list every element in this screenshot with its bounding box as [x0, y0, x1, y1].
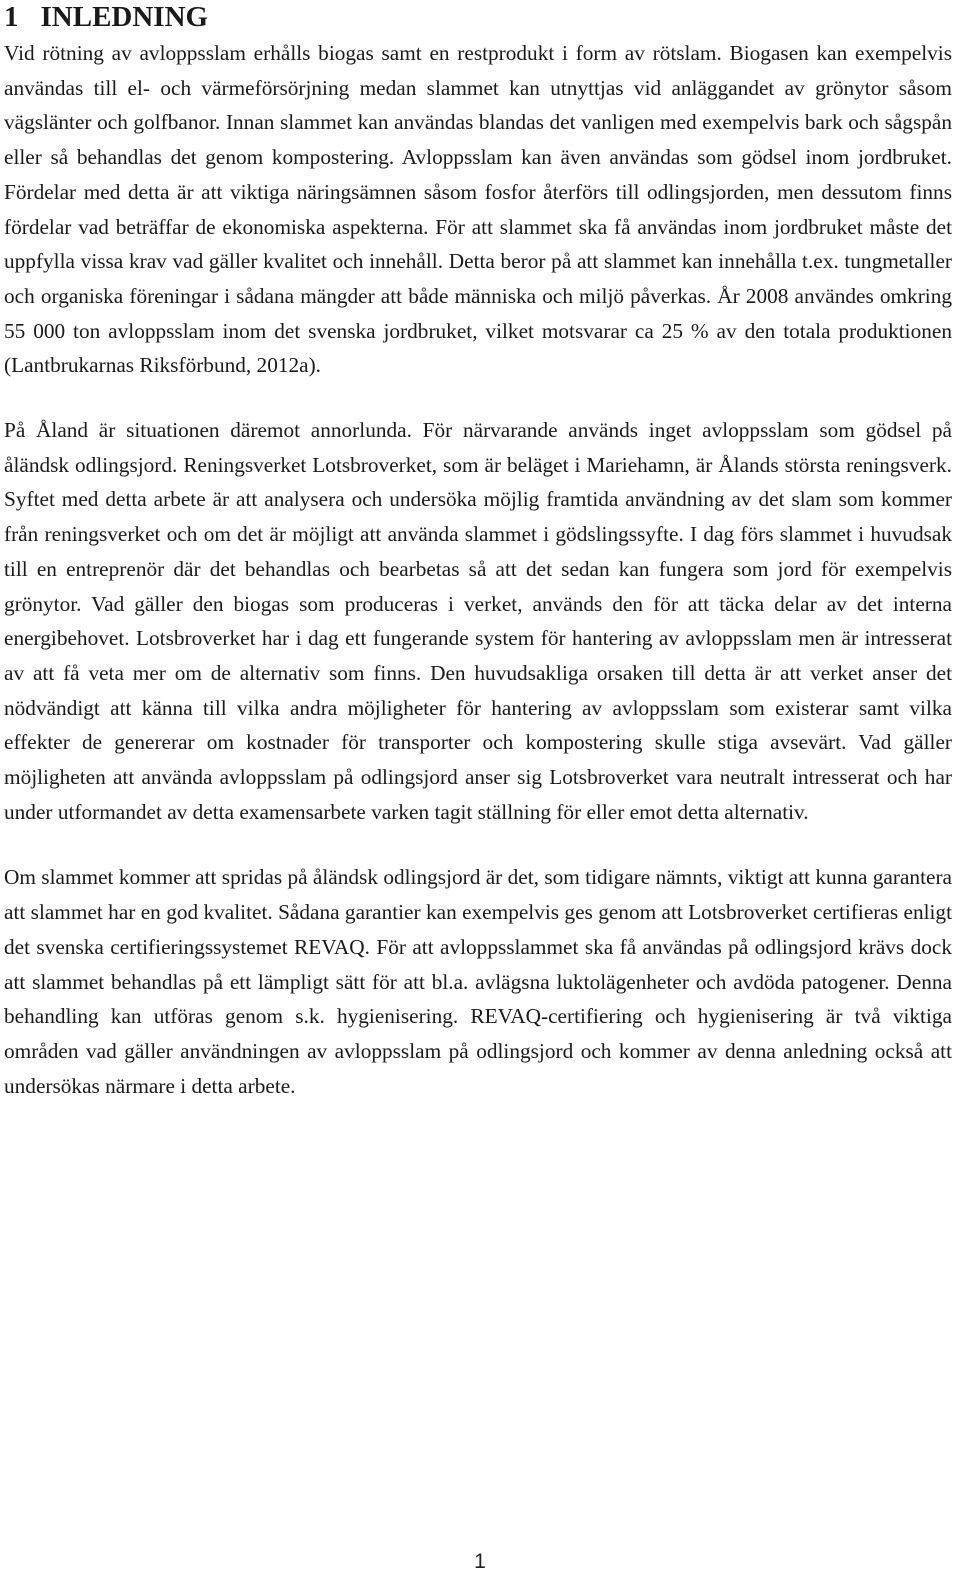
chapter-heading: [4, 0, 952, 34]
paragraph-intro: Vid rötning av avloppsslam erhålls biogas samt en restprodukt i form av rötslam. Biogasen kan exempelvis användas till el- och värmeförsörjning medan slammet kan utnyttjas vid anläggandet av grönytor såsom vägslänter och golfbanor. Innan slammet kan användas blandas det vanligen med exempelvis bark och sågspån eller så behandlas det genom kompostering. Avloppsslam kan även användas som gödsel inom jordbruket. Fördelar med detta är att viktiga näringsämnen såsom fosfor återförs till odlingsjorden, men dessutom finns fördelar vad beträffar de ekonomiska aspekterna. För att slammet ska få användas inom jordbruket måste det uppfylla vissa krav vad gäller kvalitet och innehåll. Detta beror på att slammet kan innehålla t.ex. tungmetaller och organiska föreningar i sådana mängder att både människa och miljö påverkas. År 2008 användes omkring 55 000 ton avloppsslam inom det svenska jordbruket, vilket motsvarar ca 25 % av den totala produktionen (Lantbrukarnas Riksförbund, 2012a).: [4, 41, 952, 378]
chapter-title: INLEDNING: [40, 1, 209, 33]
chapter-number: 1: [4, 1, 19, 33]
paragraph-revaq: Om slammet kommer att spridas på åländsk odlingsjord är det, som tidigare nämnts, viktigt att kunna garantera att slammet har en god kvalitet. Sådana garantier kan exempelvis ges genom att Lotsbroverket certifieras enligt det svenska certifieringssystemet REVAQ. För att avloppsslammet ska få användas på odlingsjord krävs dock att slammet behandlas på ett lämpligt sätt för att bl.a. avlägsna luktolägenheter och avdöda patogener. Denna behandling kan utföras genom s.k. hygienisering. REVAQ-certifiering och hygienisering är två viktiga områden vad gäller användningen av avloppsslam på odlingsjord och kommer av denna anledning också att undersökas närmare i detta arbete.: [4, 865, 952, 1098]
page-number: 1: [474, 1550, 486, 1573]
paragraph-aland: På Åland är situationen däremot annorlunda. För närvarande används inget avloppsslam som gödsel på åländsk odlingsjord. Reningsverket Lotsbroverket, som är beläget i Mariehamn, är Ålands största reningsverk. Syftet med detta arbete är att analysera och undersöka möjlig framtida användning av det slam som kommer från reningsverket och om det är möjligt att använda slammet i gödslingssyfte. I dag förs slammet i huvudsak till en entreprenör där det behandlas och bearbetas så att det sedan kan fungera som jord för exempelvis grönytor. Vad gäller den biogas som produceras i verket, används den för att täcka delar av det interna energibehovet. Lotsbroverket har i dag ett fungerande system för hantering av avloppsslam men är intresserat av att få veta mer om de alternativ som finns. Den huvudsakliga orsaken till detta är att verket anser det nödvändigt att känna till vilka andra möjligheter för hantering av avloppsslam som existerar samt vilka effekter de genererar om kostnader för transporter och kompostering skulle stiga avsevärt. Vad gäller möjligheten att använda avloppsslam på odlingsjord anser sig Lotsbroverket vara neutralt intresserat och har under utformandet av detta examensarbete varken tagit ställning för eller emot detta alternativ.: [4, 418, 952, 824]
